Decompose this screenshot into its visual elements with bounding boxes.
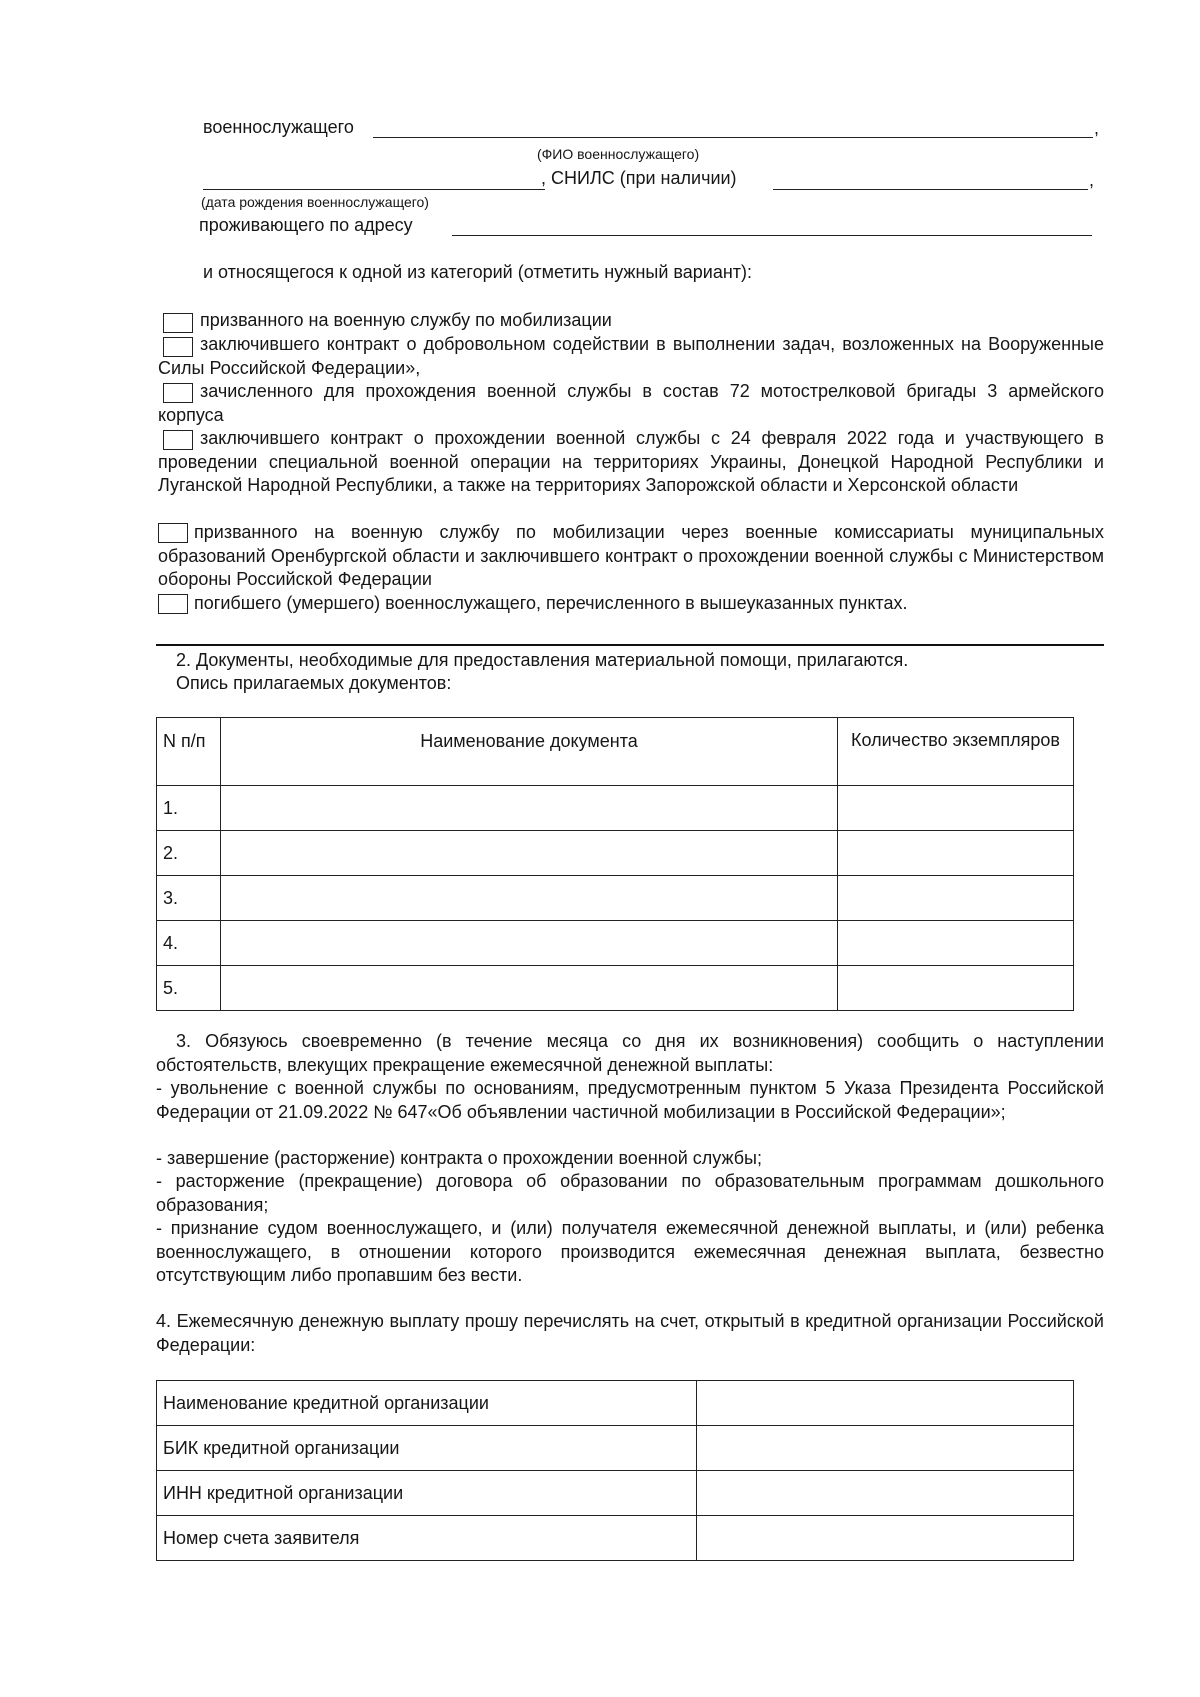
category-text-volunteer-contract: заключившего контракт о добровольном содействии в выполнении задач, возложенных на Вооруженные Силы Российской Федерации», (158, 334, 1104, 378)
table-row (157, 1381, 1074, 1426)
document-qty-cell[interactable] (838, 966, 1074, 1011)
snils-input-line[interactable] (773, 189, 1088, 190)
account-number-value-cell[interactable] (697, 1516, 1074, 1561)
row-number: 3. (157, 876, 221, 921)
row-number: 1. (157, 786, 221, 831)
birthdate-caption: (дата рождения военнослужащего) (201, 194, 429, 210)
birthdate-input-line[interactable] (203, 189, 545, 190)
section3-item-education: - расторжение (прекращение) договора об образовании по образовательным программам дошкольного образования; (156, 1171, 1104, 1215)
document-qty-cell[interactable] (838, 786, 1074, 831)
comma-text-2: , (1089, 170, 1095, 190)
category-text-mobilized: призванного на военную службу по мобилизации (200, 310, 612, 330)
category-text-72-brigade: зачисленного для прохождения военной службы в состав 72 мотострелковой бригады 3 армейского корпуса (158, 381, 1104, 425)
table-row (157, 921, 1074, 966)
category-checkbox-mobilized[interactable] (163, 313, 193, 333)
bank-name-value-cell[interactable] (697, 1381, 1074, 1426)
section3-item-dismissal: - увольнение с военной службы по основаниям, предусмотренным пунктом 5 Указа Президента Российской Федерации от 21.09.2022 № 647«Об объявлении частичной мобилизации в Российской Федерации»; (156, 1078, 1104, 1122)
document-name-cell[interactable] (221, 921, 838, 966)
section4-intro: 4. Ежемесячную денежную выплату прошу перечислять на счет, открытый в кредитной организации Российской Федерации: (156, 1311, 1104, 1355)
document-qty-cell[interactable] (838, 876, 1074, 921)
table-row (157, 1516, 1074, 1561)
bik-value-cell[interactable] (697, 1426, 1074, 1471)
category-checkbox-deceased[interactable] (158, 594, 188, 614)
section2-title: 2. Документы, необходимые для предоставления материальной помощи, прилагаются. (176, 650, 909, 670)
category-text-orenburg-mobilized: призванного на военную службу по мобилизации через военные комиссариаты муниципальных образований Оренбургской области и заключившего контракт о прохождении военной службы с Министерством обороны Российской Федерации (158, 522, 1104, 589)
table-row (157, 966, 1074, 1011)
table-row (157, 1471, 1074, 1516)
section-divider (156, 644, 1104, 646)
bik-label: БИК кредитной организации (157, 1426, 697, 1471)
fio-caption: (ФИО военнослужащего) (537, 146, 700, 162)
category-intro: и относящегося к одной из категорий (отметить нужный вариант): (203, 262, 753, 282)
inn-value-cell[interactable] (697, 1471, 1074, 1516)
bank-details-table (156, 1380, 1074, 1561)
section2-subtitle: Опись прилагаемых документов: (176, 673, 452, 693)
table-row (157, 831, 1074, 876)
table-row (157, 876, 1074, 921)
category-text-svo-contract: заключившего контракт о прохождении военной службы с 24 февраля 2022 года и участвующего в проведении специальной военной операции на территориях Украины, Донецкой Народной Республики и Луганской Народной Республики, а также на территориях Запорожской области и Херсонской области (158, 428, 1104, 495)
document-name-cell[interactable] (221, 966, 838, 1011)
document-name-cell[interactable] (221, 831, 838, 876)
section3-intro: 3. Обязуюсь своевременно (в течение месяца со дня их возникновения) сообщить о наступлении обстоятельств, влекущих прекращение ежемесячной денежной выплаты: (156, 1031, 1104, 1075)
row-number: 4. (157, 921, 221, 966)
table-row (157, 786, 1074, 831)
table-row (157, 1426, 1074, 1471)
account-number-label: Номер счета заявителя (157, 1516, 697, 1561)
documents-table-header (157, 718, 1074, 786)
comma-text: , (1094, 118, 1100, 138)
document-name-cell[interactable] (221, 876, 838, 921)
document-qty-cell[interactable] (838, 921, 1074, 966)
section3-item-missing: - признание судом военнослужащего, и (или) получателя ежемесячной денежной выплаты, и (или) ребенка военнослужащего, в отношении которого производится ежемесячная денежная выплата, безвестно отсутствующим либо пропавшим без вести. (156, 1218, 1104, 1285)
address-label: проживающего по адресу (199, 215, 413, 235)
fio-input-line[interactable] (373, 137, 1093, 138)
col-qty-header: Количество экземпляров (838, 718, 1074, 786)
row-number: 5. (157, 966, 221, 1011)
section3-item-contract-end: - завершение (расторжение) контракта о прохождении военной службы; (156, 1148, 762, 1168)
category-text-deceased: погибшего (умершего) военнослужащего, перечисленного в вышеуказанных пунктах. (194, 593, 908, 613)
col-name-header: Наименование документа (221, 718, 838, 786)
bank-name-label: Наименование кредитной организации (157, 1381, 697, 1426)
address-input-line[interactable] (452, 235, 1092, 236)
serviceman-label: военнослужащего (203, 117, 354, 137)
document-qty-cell[interactable] (838, 831, 1074, 876)
document-name-cell[interactable] (221, 786, 838, 831)
inn-label: ИНН кредитной организации (157, 1471, 697, 1516)
row-number: 2. (157, 831, 221, 876)
col-num-header: N п/п (157, 718, 221, 786)
snils-label: , СНИЛС (при наличии) (541, 168, 737, 188)
documents-table (156, 717, 1074, 1011)
